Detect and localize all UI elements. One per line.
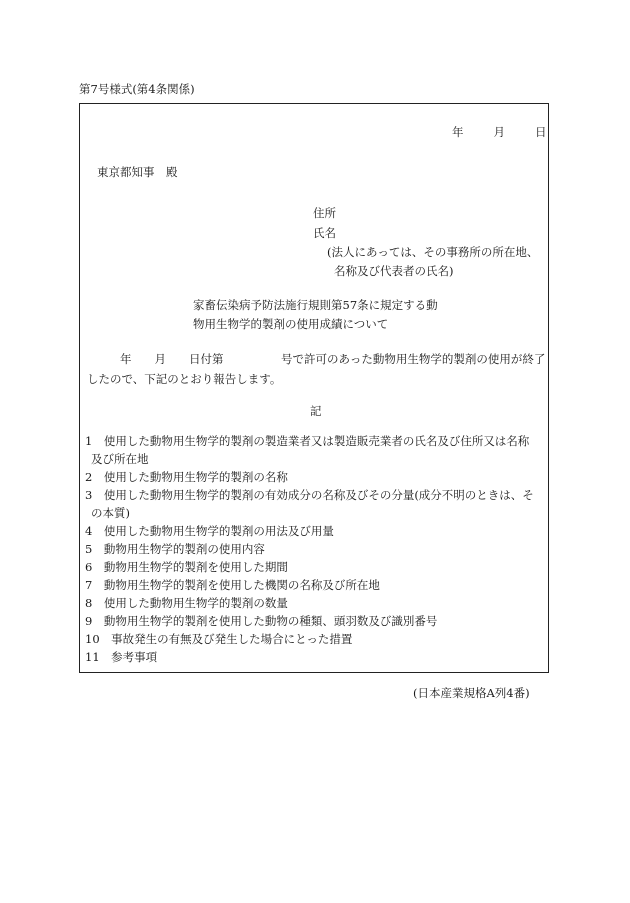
addressee: 東京都知事 殿 (97, 165, 178, 179)
report-item (85, 468, 547, 486)
report-item-text: 9 動物用生物学的製剤を使用した動物の種類、頭羽数及び識別番号 (85, 614, 438, 628)
report-item-text: 1 使用した動物用生物学的製剤の製造業者又は製造販売業者の氏名及び住所又は名称 (85, 434, 530, 448)
report-item-text: 11 参考事項 (85, 650, 158, 664)
name-label: 氏名 (313, 226, 336, 240)
report-item-continuation: 及び所在地 (91, 452, 149, 466)
report-item-text: 2 使用した動物用生物学的製剤の名称 (85, 470, 288, 484)
report-item-text: 7 動物用生物学的製剤を使用した機関の名称及び所在地 (85, 578, 380, 592)
report-items (85, 432, 547, 666)
report-item (85, 486, 547, 522)
report-item-text: 5 動物用生物学的製剤の使用内容 (85, 542, 265, 556)
report-item (85, 630, 547, 648)
date-day: 日 (535, 125, 547, 139)
subject-line1: 家畜伝染病予防法施行規則第57条に規定する動 (193, 298, 438, 312)
report-item (85, 522, 547, 540)
body-line2: したので、下記のとおり報告します。 (87, 372, 282, 386)
report-item (85, 558, 547, 576)
report-item (85, 432, 547, 468)
report-item (85, 648, 547, 666)
body-line1: 年 月 日付第 号で許可のあった動物用生物学的製剤の使用が終了 (120, 352, 546, 366)
date-year: 年 (452, 125, 464, 139)
date-line (452, 124, 547, 140)
report-item-text: 4 使用した動物用生物学的製剤の用法及び用量 (85, 524, 334, 538)
subject-line2: 物用生物学的製剤の使用成績について (193, 317, 389, 331)
report-item-text: 3 使用した動物用生物学的製剤の有効成分の名称及びその分量(成分不明のときは、そ (85, 488, 534, 502)
memo-heading: 記 (310, 404, 322, 418)
report-item-text: 6 動物用生物学的製剤を使用した期間 (85, 560, 288, 574)
date-month: 月 (493, 125, 505, 139)
name-note-line2: 名称及び代表者の氏名) (334, 264, 454, 278)
address-label: 住所 (313, 206, 336, 220)
name-note-line1: (法人にあっては、その事務所の所在地、 (327, 245, 539, 259)
report-item-text: 8 使用した動物用生物学的製剤の数量 (85, 596, 288, 610)
report-item (85, 612, 547, 630)
form-number: 第7号様式(第4条関係) (79, 82, 195, 96)
report-item (85, 576, 547, 594)
paper-size-note: (日本産業規格A列4番) (413, 686, 530, 700)
report-item-text: 10 事故発生の有無及び発生した場合にとった措置 (85, 632, 353, 646)
report-item (85, 594, 547, 612)
report-item-continuation: の本質) (91, 506, 130, 520)
report-item (85, 540, 547, 558)
